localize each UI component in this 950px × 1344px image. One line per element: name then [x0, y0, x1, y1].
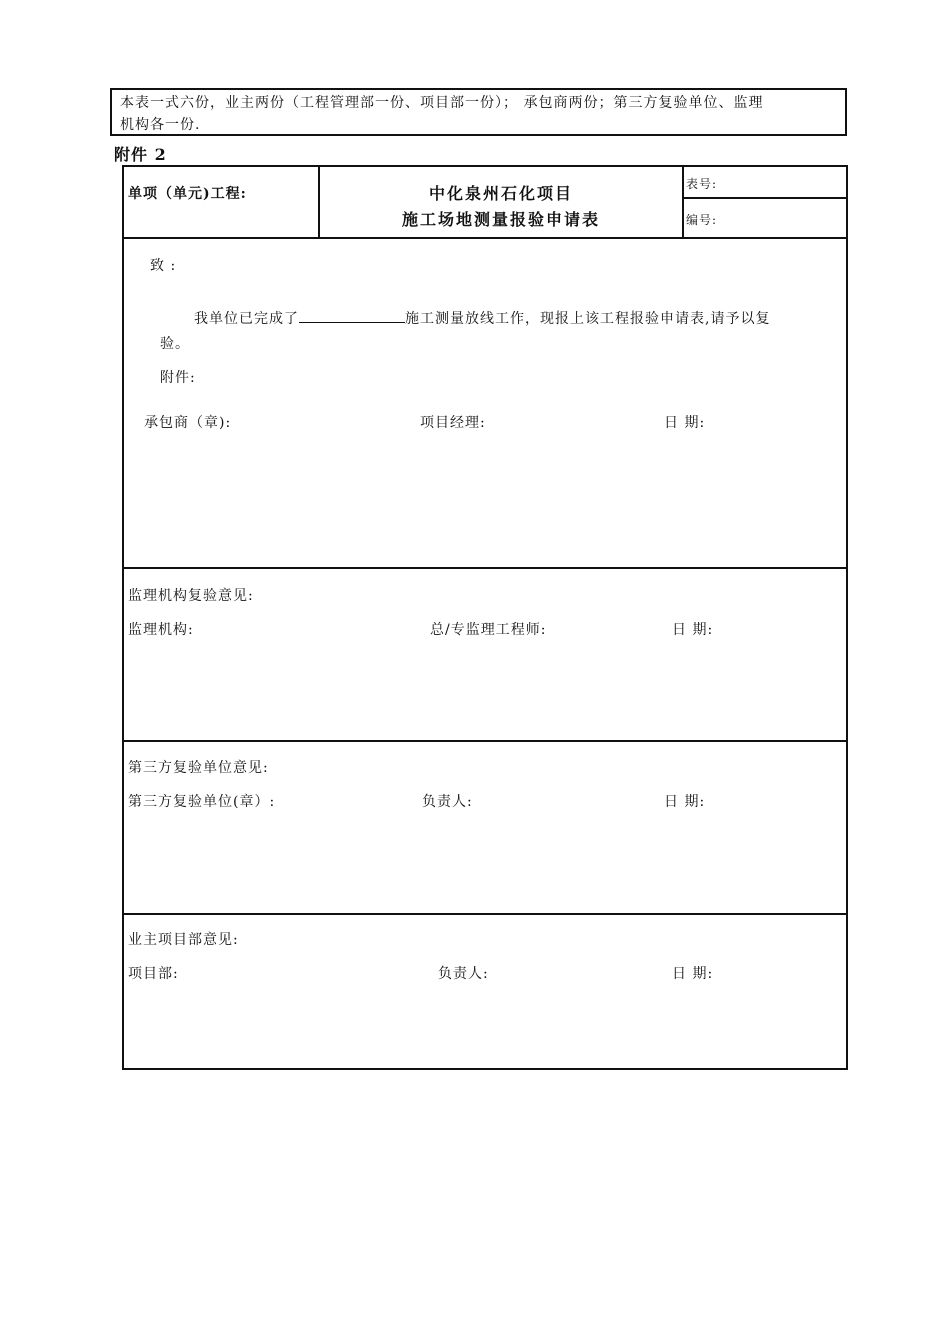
attachment-label: 附件: [160, 370, 196, 386]
third-party-section-divider [124, 913, 846, 915]
supervision-section-divider [124, 740, 846, 742]
supervising-engineer-label: 总/专监理工程师: [430, 622, 547, 638]
form-title-line1: 中化泉州石化项目 [428, 184, 573, 203]
request-date-label: 日 期: [664, 415, 706, 431]
request-body-prefix: 我单位已完成了 [194, 311, 299, 327]
header-bottom-line [124, 237, 846, 239]
table-number-label: 表号: [686, 177, 718, 191]
attachment-title: 附件 2 [114, 145, 167, 164]
distribution-note-line2: 机构各一份. [120, 117, 201, 133]
serial-number-label: 编号: [686, 213, 718, 227]
owner-date-label: 日 期: [672, 966, 714, 982]
project-manager-label: 项目经理: [420, 415, 486, 431]
form-title-line2: 施工场地测量报验申请表 [401, 210, 600, 229]
request-body-line2: 验。 [160, 336, 190, 352]
supervision-opinion-label: 监理机构复验意见: [128, 588, 254, 604]
request-body-line1 [194, 308, 770, 328]
third-party-responsible-label: 负责人: [422, 794, 473, 810]
project-label: 单项（单元)工程: [128, 186, 247, 202]
distribution-note [110, 88, 847, 136]
header-divider-right [682, 167, 684, 239]
third-party-opinion-label: 第三方复验单位意见: [128, 760, 269, 776]
third-party-date-label: 日 期: [664, 794, 706, 810]
request-section-divider [124, 567, 846, 569]
owner-dept-label: 项目部: [128, 966, 179, 982]
owner-responsible-label: 负责人: [438, 966, 489, 982]
supervision-org-label: 监理机构: [128, 622, 194, 638]
third-party-org-label: 第三方复验单位(章）: [128, 794, 276, 810]
work-item-blank[interactable] [299, 308, 405, 323]
contractor-seal-label: 承包商（章): [144, 415, 232, 431]
owner-opinion-label: 业主项目部意见: [128, 932, 239, 948]
request-body-suffix: 施工测量放线工作，现报上该工程报验申请表,请予以复 [405, 311, 771, 327]
supervision-date-label: 日 期: [672, 622, 714, 638]
addressee-label: 致 : [150, 258, 177, 274]
distribution-note-line1: 本表一式六份，业主两份（工程管理部一份、项目部一份）； 承包商两份；第三方复验单位、监理 [120, 95, 764, 111]
survey-inspection-form [122, 165, 848, 1070]
header-number-divider [682, 197, 846, 199]
